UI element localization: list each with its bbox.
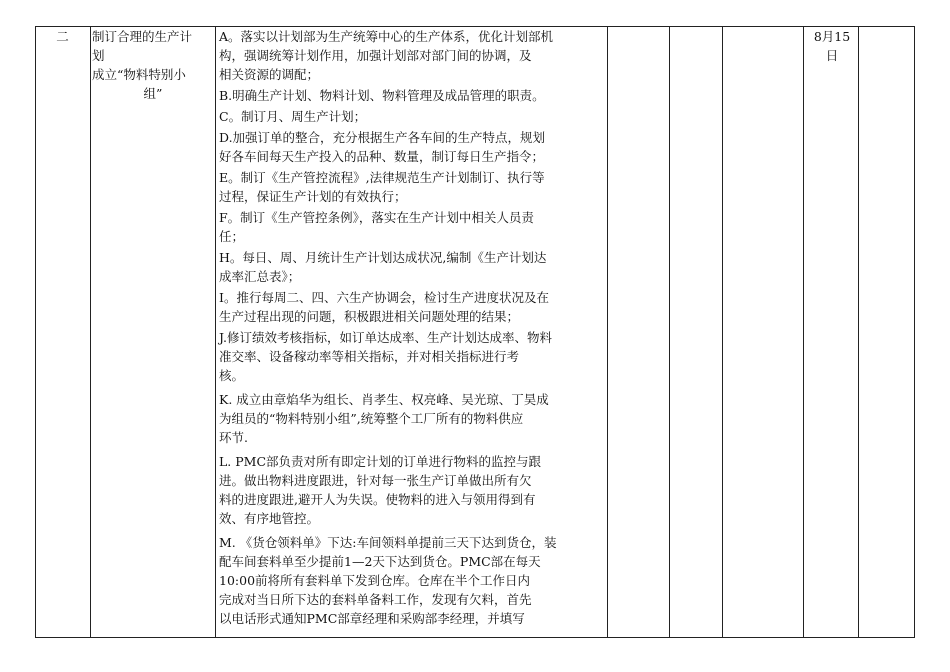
row-number: 二 [56,29,69,44]
task-title-line: 组” [143,86,163,101]
measure-item: E。制订《生产管控流程》,法律规范生产计划制订、执行等 过程，保证生产计划的有效执行； [219,170,545,204]
column-divider [90,27,91,637]
column-divider [215,27,216,637]
plan-table [35,26,915,638]
measures-list [219,27,609,628]
task-title-line: 成立“物料特别小 [92,67,186,82]
task-title-line: 划 [92,48,105,63]
column-divider [858,27,859,637]
task-title-line: 制订合理的生产计 [92,29,193,44]
measure-item: B.明确生产计划、物料计划、物料管理及成品管理的职责。 [219,88,545,103]
measure-item: L. PMC部负责对所有即定计划的订单进行物料的监控与跟 进。做出物料进度跟进，针对每一张生产订单做出所有欠 料的进度跟进,避开人为失误。使物料的进入与领用得到有 效、有序地管控。 [219,454,542,526]
column-divider [722,27,723,637]
measure-item: J.修订绩效考核指标，如订单达成率、生产计划达成率、物料 准交率、设备稼动率等相关指标，并对相关指标进行考 核。 [219,330,553,383]
measure-item: K. 成立由章焰华为组长、肖孝生、权亮峰、吴光琼、丁昊成 为组员的“物料特别小组”,统筹整个工厂所有的物料供应 环节. [219,392,549,445]
measure-item: C。制订月、周生产计划； [219,109,367,124]
measure-item: F。制订《生产管控条例》，落实在生产计划中相关人员责 任； [219,210,534,244]
measure-item: M. 《货仓领料单》下达:车间领料单提前三天下达到货仓，装 配车间套料单至少提前1—2天下达到货仓。PMC部在每天 10:00前将所有套料单下发到仓库。仓库在半个工作日内 完成对当日所下达的套料单备料工作，发现有欠料，首先 以电话形式通知PMC部章经理和采购部李经理，并填写 [219,535,557,626]
column-divider [803,27,804,637]
measure-item: I。推行每周二、四、六生产协调会，检讨生产进度状况及在 生产过程出现的问题，积极跟进相关问题处理的结果； [219,290,549,324]
due-date [806,27,858,65]
measure-item: H。每日、周、月统计生产计划达成状况,编制《生产计划达 成率汇总表》； [219,250,547,284]
column-divider [669,27,670,637]
task-title [92,27,214,103]
measure-item: D.加强订单的整合，充分根据生产各车间的生产特点，规划 好各车间每天生产投入的品种、数量，制订每日生产指令； [219,130,546,164]
measure-item: A。落实以计划部为生产统筹中心的生产体系，优化计划部机 构，强调统筹计划作用，加强计划部对部门间的协调，及 相关资源的调配； [219,29,554,82]
due-date-line: 8月15 [813,29,851,44]
due-date-line: 日 [825,48,839,63]
